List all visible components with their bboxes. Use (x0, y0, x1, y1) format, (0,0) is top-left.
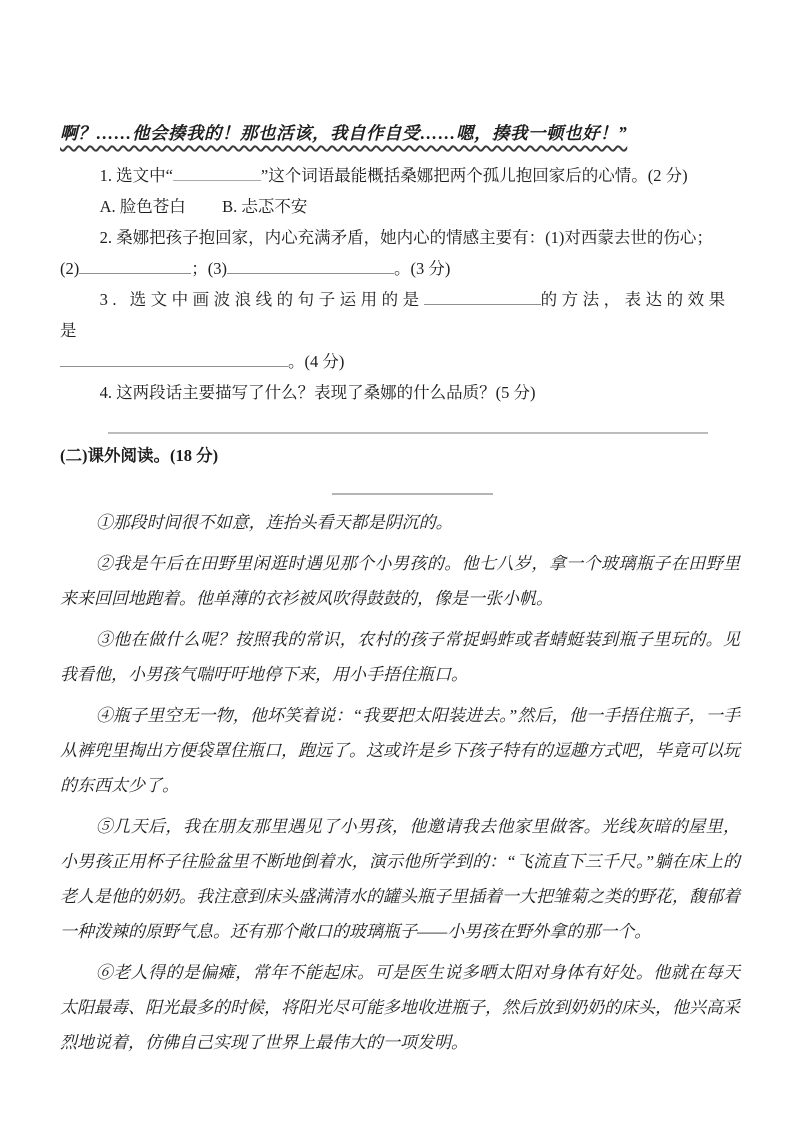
question-1-text-after-blank: ”这个词语最能概括桑娜把两个孤儿抱回家后的心情。(2 分) (260, 166, 688, 185)
question-2-answer-blank-3 (227, 257, 394, 274)
question-3-answer-blank-1 (424, 288, 541, 305)
question-3-line-2 (60, 346, 740, 377)
passage-paragraph-2: ②我是午后在田野里闲逛时遇见那个小男孩的。他七八岁，拿一个玻璃瓶子在田野里来来回回地跑着。他单薄的衣衫被风吹得鼓鼓的，像是一张小帆。 (60, 554, 740, 608)
option-b: B. 忐忑不安 (222, 197, 308, 216)
question-1-options (60, 191, 740, 222)
question-3-points: 。(4 分) (288, 352, 345, 371)
option-a: A. 脸色苍白 (99, 197, 186, 216)
question-2-blank3-label: ；(3) (191, 259, 227, 278)
passage-paragraph-4: ④瓶子里空无一物，他坏笑着说：“我要把太阳装进去。”然后，他一手捂住瓶子，一手从裤兜里掏出方便袋罩住瓶口，跑远了。这或许是乡下孩子特有的逗趣方式吧，毕竟可以玩的东西太少了。 (60, 706, 740, 795)
passage-paragraph-6: ⑥老人得的是偏瘫，常年不能起床。可是医生说多晒太阳对身体有好处。他就在每天太阳最毒、阳光最多的时候，将阳光尽可能多地收进瓶子，然后放到奶奶的床头，他兴高采烈地说着，仿佛自己实现了世界上最伟大的一项发明。 (60, 963, 740, 1052)
question-2-text: 2. 桑娜把孩子抱回家，内心充满矛盾，她内心的情感主要有：(1)对西蒙去世的伤心； (99, 228, 713, 247)
question-4 (60, 377, 740, 408)
question-2-line-2 (60, 253, 740, 284)
answer-line-full (108, 432, 708, 434)
section-one-questions (60, 160, 740, 408)
question-3-text-before-blank: 3. 选文中画波浪线的句子运用的是 (99, 290, 424, 309)
question-2-answer-blank-2 (79, 257, 191, 274)
question-2-points: 。(3 分) (394, 259, 451, 278)
question-2-line-1 (60, 222, 740, 253)
question-2-blank2-label: (2) (60, 259, 80, 278)
question-4-text: 4. 这两段话主要描写了什么？表现了桑娜的什么品质？(5 分) (99, 383, 536, 402)
section-two-heading: (二)课外阅读。(18 分) (60, 446, 219, 465)
question-3-line-1 (60, 284, 740, 346)
question-1-answer-blank (173, 164, 261, 181)
passage-paragraph-3: ③他在做什么呢？按照我的常识，农村的孩子常捉蚂蚱或者蜻蜓装到瓶子里玩的。见我看他，小男孩气喘吁吁地停下来，用小手捂住瓶口。 (60, 630, 740, 684)
reading-passage (60, 505, 740, 1060)
question-1-text-before-blank: 1. 选文中“ (99, 166, 173, 185)
question-1 (60, 160, 740, 191)
question-3-text-after-blank: 的方法，表达的效果是 (60, 290, 730, 340)
wavy-underlined-quote: 啊？……他会揍我的！那也活该，我自作自受……嗯，揍我一顿也好！” (60, 123, 628, 143)
passage-paragraph-5: ⑤几天后，我在朋友那里遇见了小男孩，他邀请我去他家里做客。光线灰暗的屋里，小男孩正用杯子往脸盆里不断地倒着水，演示他所学到的：“飞流直下三千尺。”躺在床上的老人是他的奶奶。我注意到床头盛满清水的罐头瓶子里插着一大把雏菊之类的野花，馥郁着一种泼辣的原野气息。还有那个敞口的玻璃瓶子——小男孩在野外拿的那一个。 (60, 817, 740, 941)
passage-paragraph-1: ①那段时间很不如意，连抬头看天都是阴沉的。 (95, 513, 453, 532)
question-3-answer-blank-2 (60, 350, 288, 367)
passage-title-blank-line (332, 493, 493, 495)
